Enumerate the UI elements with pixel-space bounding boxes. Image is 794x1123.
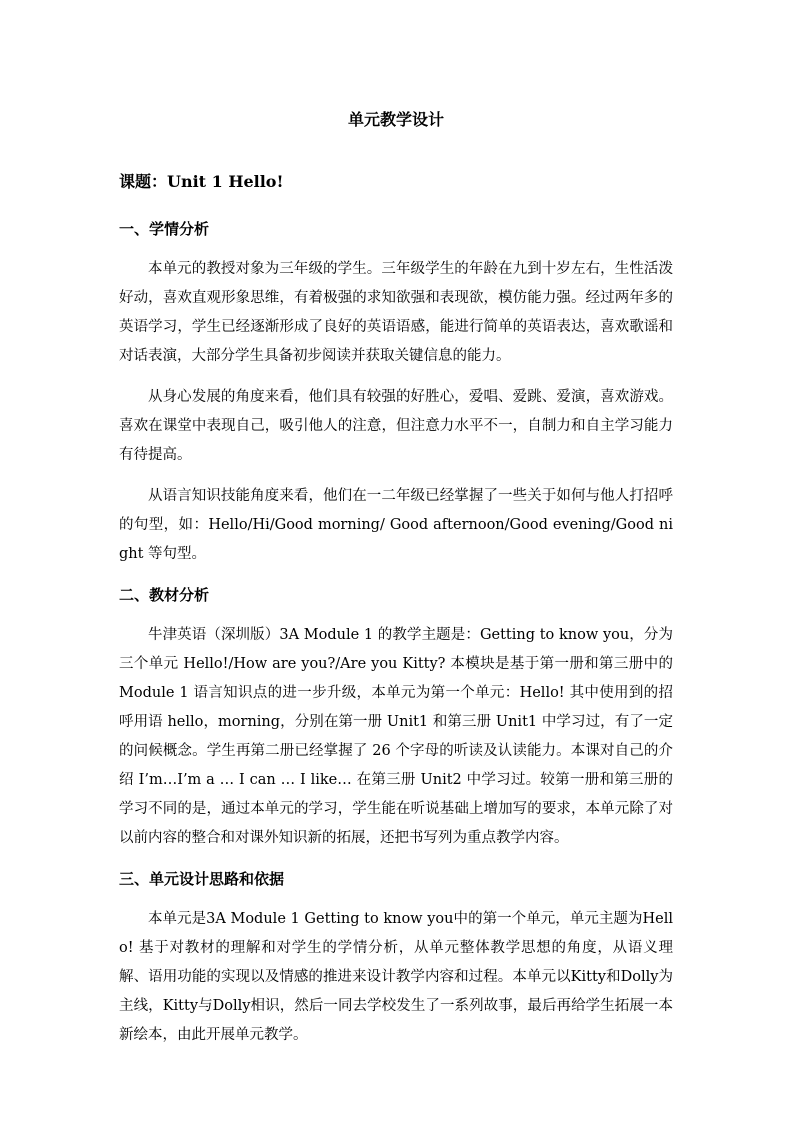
- paragraph: 从身心发展的角度来看，他们具有较强的好胜心，爱唱、爱跳、爱演，喜欢游戏。喜欢在课堂中表现自己，吸引他人的注意，但注意力水平不一，自制力和自主学习能力有待提高。: [119, 389, 673, 463]
- section-heading-design-rationale: 三、单元设计思路和依据: [119, 870, 285, 888]
- paragraph: 本单元的教授对象为三年级的学生。三年级学生的年龄在九到十岁左右，生性活泼好动，喜欢直观形象思维，有着极强的求知欲强和表现欲，模仿能力强。经过两年多的英语学习，学生已经逐渐形成了良好的英语语感，能进行简单的英语表达，喜欢歌谣和对话表演，大部分学生具备初步阅读并获取关键信息的能力。: [119, 261, 673, 364]
- paragraph: 从语言知识技能角度来看，他们在一二年级已经掌握了一些关于如何与他人打招呼的句型，如：Hello/Hi/Good morning/ Good afternoon/Good evening/Good night 等句型。: [119, 488, 673, 562]
- lesson-title: 课题：Unit 1 Hello!: [119, 172, 284, 191]
- document-page: [119, 100, 673, 1050]
- paragraph: 本单元是3A Module 1 Getting to know you中的第一个单元，单元主题为Hello! 基于对教材的理解和对学生的学情分析，从单元整体教学思想的角度，从语义理解、语用功能的实现以及情感的推进来设计教学内容和过程。本单元以Kitty和Dolly为主线，Kitty与Dolly相识，然后一同去学校发生了一系列故事，最后再给学生拓展一本新绘本，由此开展单元教学。: [119, 911, 673, 1043]
- paragraph: 牛津英语（深圳版）3A Module 1 的教学主题是：Getting to know you，分为三个单元 Hello!/How are you?/Are you Kitty? 本模块是基于第一册和第三册中的 Module 1 语言知识点的进一步升级，本单元为第一个单元：Hello! 其中使用到的招呼用语 hello，morning，分别在第一册 Unit1 和第三册 Unit1 中学习过，有了一定的问候概念。学生再第二册已经掌握了 26 个字母的听读及认读能力。本课对自己的介绍 I’m…I’m a … I can … I like… 在第三册 Unit2 中学习过。较第一册和第三册的学习不同的是，通过本单元的学习，学生能在听说基础上增加写的要求，本单元除了对以前内容的整合和对课外知识新的拓展，还把书写列为重点教学内容。: [119, 627, 673, 846]
- document-title: 单元教学设计: [347, 110, 444, 129]
- section-heading-textbook-analysis: 二、教材分析: [119, 586, 210, 604]
- section-heading-learner-analysis: 一、学情分析: [119, 220, 210, 238]
